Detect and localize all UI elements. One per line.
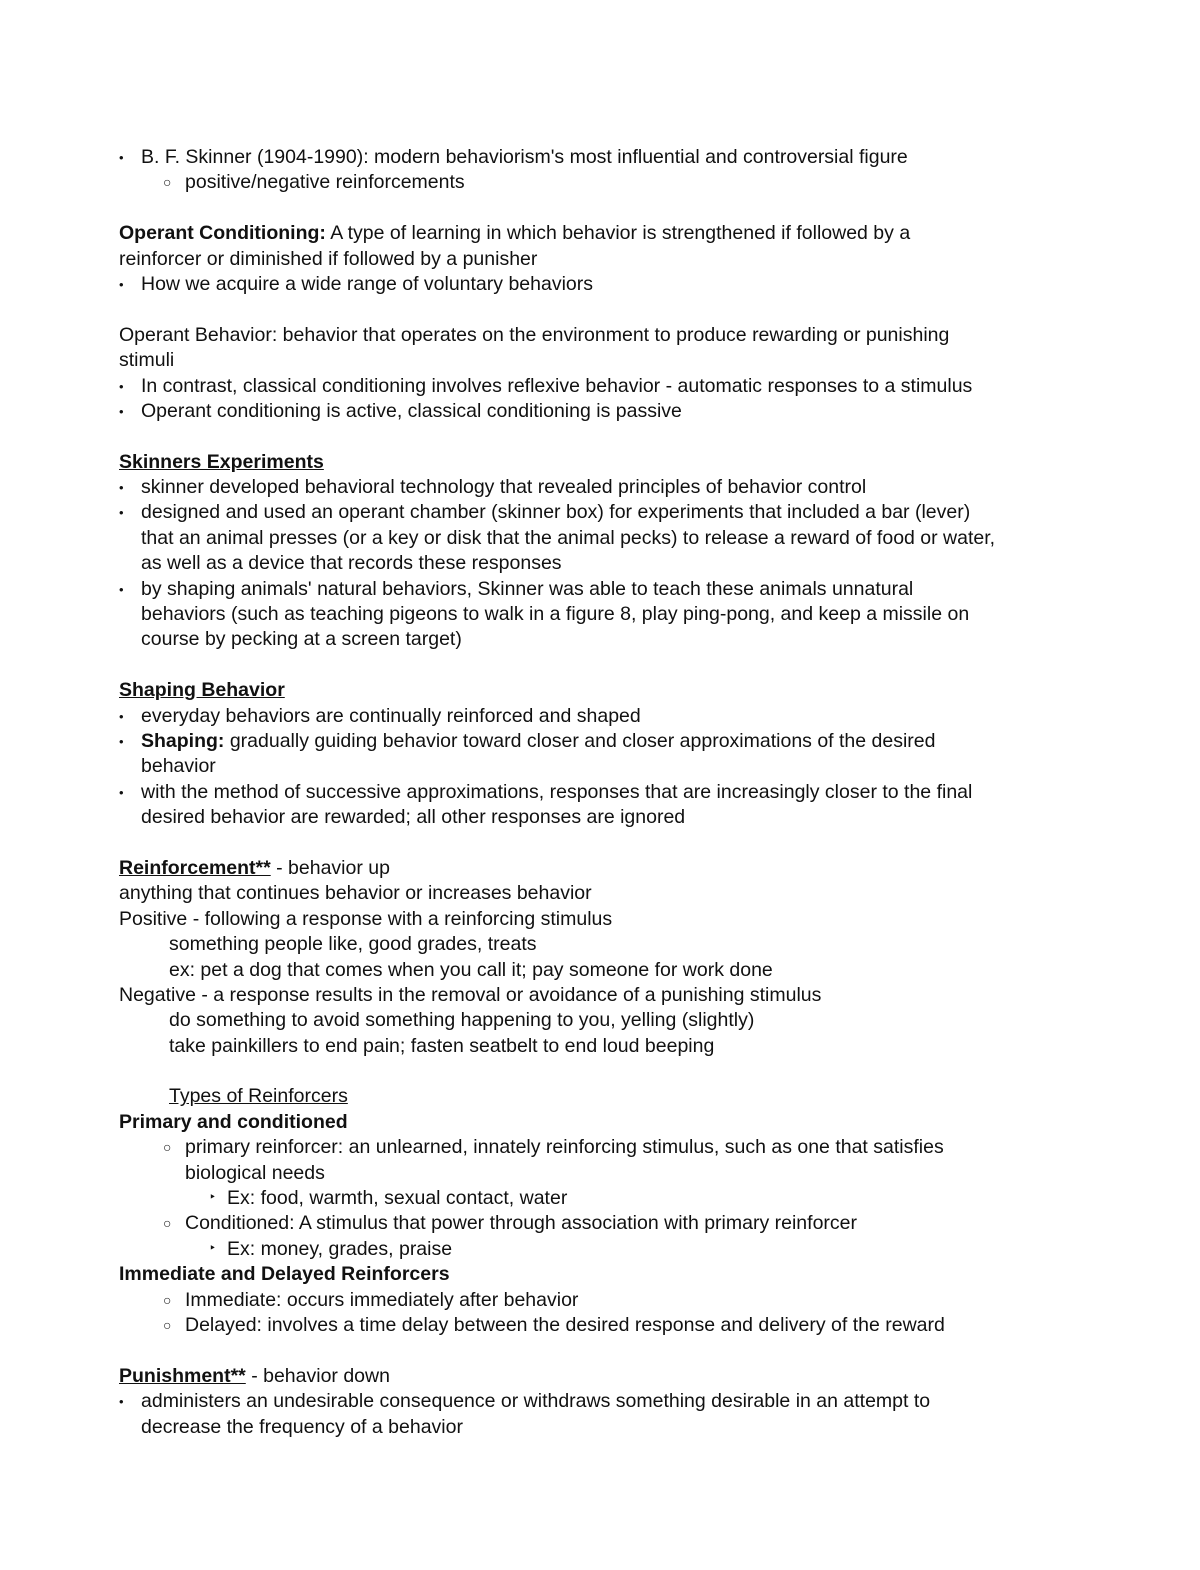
section-heading [119, 678, 1100, 703]
bullet-item [119, 145, 1100, 170]
bullet-continuation: decrease the frequency of a behavior [141, 1415, 463, 1438]
indented-line: do something to avoid something happening to you, yelling (slightly) [169, 1009, 755, 1032]
operant-conditioning-def-cont: reinforcer or diminished if followed by a punisher [119, 247, 538, 270]
text-line: Negative - a response results in the removal or avoidance of a punishing stimulus [119, 983, 822, 1006]
subsection-heading [119, 1084, 1100, 1109]
bullet-marker: • [119, 505, 124, 521]
subheading: Immediate and Delayed Reinforcers [119, 1263, 450, 1286]
bullet-marker: • [119, 150, 124, 165]
circle-marker: ○ [163, 1215, 172, 1232]
operant-behavior-def: Operant Behavior: behavior that operates on the environment to produce rewarding or punishing [119, 323, 950, 346]
skinner-sub: positive/negative reinforcements [185, 171, 465, 194]
circle-marker: ○ [163, 174, 172, 191]
bullet-item: • designed and used an operant chamber (skinner box) for experiments that included a bar (lever) [119, 500, 1100, 525]
circle-marker: ○ [163, 1316, 172, 1333]
bullet-item: • In contrast, classical conditioning involves reflexive behavior - automatic responses to a stimulus [119, 374, 1100, 399]
subheading: Primary and conditioned [119, 1110, 348, 1133]
operant-behavior-def-cont: stimuli [119, 349, 175, 372]
indented-line: ex: pet a dog that comes when you call it; pay someone for work done [169, 958, 773, 981]
bullet-continuation: behavior [141, 755, 216, 778]
arrow-marker: ‣ [209, 1240, 217, 1255]
indented-line: something people like, good grades, treats [169, 933, 537, 956]
text-line: anything that continues behavior or increases behavior [119, 882, 592, 905]
arrow-marker: ‣ [209, 1190, 217, 1205]
bullet-continuation: that an animal presses (or a key or disk that the animal pecks) to release a reward of food or water, [141, 526, 996, 549]
bullet-item: • Operant conditioning is active, classical conditioning is passive [119, 399, 1100, 424]
bullet-item: • by shaping animals' natural behaviors, Skinner was able to teach these animals unnatural [119, 577, 1100, 602]
bullet-item: • skinner developed behavioral technology that revealed principles of behavior control [119, 475, 1100, 500]
sub-bullet-item [119, 170, 1100, 195]
bullet-item: • everyday behaviors are continually reinforced and shaped [119, 704, 1100, 729]
bullet-marker: • [119, 708, 124, 724]
bullet-marker: • [119, 733, 124, 749]
sub-bullet-item: ○ Immediate: occurs immediately after behavior [119, 1288, 1100, 1313]
punishment-heading: Punishment** [119, 1364, 246, 1387]
skinner-intro: B. F. Skinner (1904-1990): modern behaviorism's most influential and controversial figure [141, 146, 908, 168]
bullet-continuation: desired behavior are rewarded; all other responses are ignored [141, 806, 686, 829]
shaping-behavior-heading: Shaping Behavior [119, 679, 285, 702]
bullet-continuation: as well as a device that records these responses [141, 552, 562, 575]
sub-sub-bullet-item: ‣ Ex: food, warmth, sexual contact, water [209, 1187, 568, 1210]
bullet-item: • Shaping: gradually guiding behavior toward closer and closer approximations of the desired [119, 729, 1100, 754]
bullet-marker: • [119, 403, 124, 419]
operant-conditioning-term: Operant Conditioning: [119, 222, 326, 245]
bullet-continuation: biological needs [185, 1161, 325, 1184]
section-heading: Punishment** - behavior down [119, 1364, 390, 1387]
reinforcement-heading: Reinforcement** [119, 856, 271, 879]
indented-line: take painkillers to end pain; fasten seatbelt to end loud beeping [169, 1034, 715, 1057]
skinners-experiments-heading: Skinners Experiments [119, 450, 324, 473]
bullet-marker: • [119, 276, 124, 292]
sub-bullet-item: ○ Conditioned: A stimulus that power through association with primary reinforcer [119, 1211, 1100, 1236]
section-heading [119, 450, 1100, 475]
operant-conditioning-def: Operant Conditioning: A type of learning in which behavior is strengthened if followed by a [119, 222, 911, 245]
bullet-marker: • [119, 378, 124, 394]
sub-bullet-item: ○ Delayed: involves a time delay between the desired response and delivery of the reward [119, 1313, 1100, 1338]
bullet-continuation: behaviors (such as teaching pigeons to walk in a figure 8, play ping-pong, and keep a missile on [141, 603, 970, 626]
bullet-marker: • [119, 581, 124, 597]
section-heading: Reinforcement** - behavior up [119, 856, 390, 879]
bullet-marker: • [119, 1394, 124, 1410]
text-line: Positive - following a response with a reinforcing stimulus [119, 907, 613, 930]
shaping-term: Shaping: [141, 729, 225, 752]
bullet-item: • How we acquire a wide range of voluntary behaviors [119, 272, 1100, 297]
bullet-item: • administers an undesirable consequence or withdraws something desirable in an attempt to [119, 1389, 1100, 1414]
sub-sub-bullet-item: ‣ Ex: money, grades, praise [209, 1237, 453, 1260]
circle-marker: ○ [163, 1139, 172, 1156]
bullet-continuation: course by pecking at a screen target) [141, 628, 462, 651]
bullet-marker: • [119, 480, 124, 496]
bullet-item: • with the method of successive approximations, responses that are increasingly closer to the final [119, 780, 1100, 805]
types-of-reinforcers-heading: Types of Reinforcers [169, 1085, 348, 1108]
bullet-marker: • [119, 784, 124, 800]
circle-marker: ○ [163, 1291, 172, 1308]
sub-bullet-item: ○ primary reinforcer: an unlearned, innately reinforcing stimulus, such as one that satisfies [119, 1135, 1100, 1160]
